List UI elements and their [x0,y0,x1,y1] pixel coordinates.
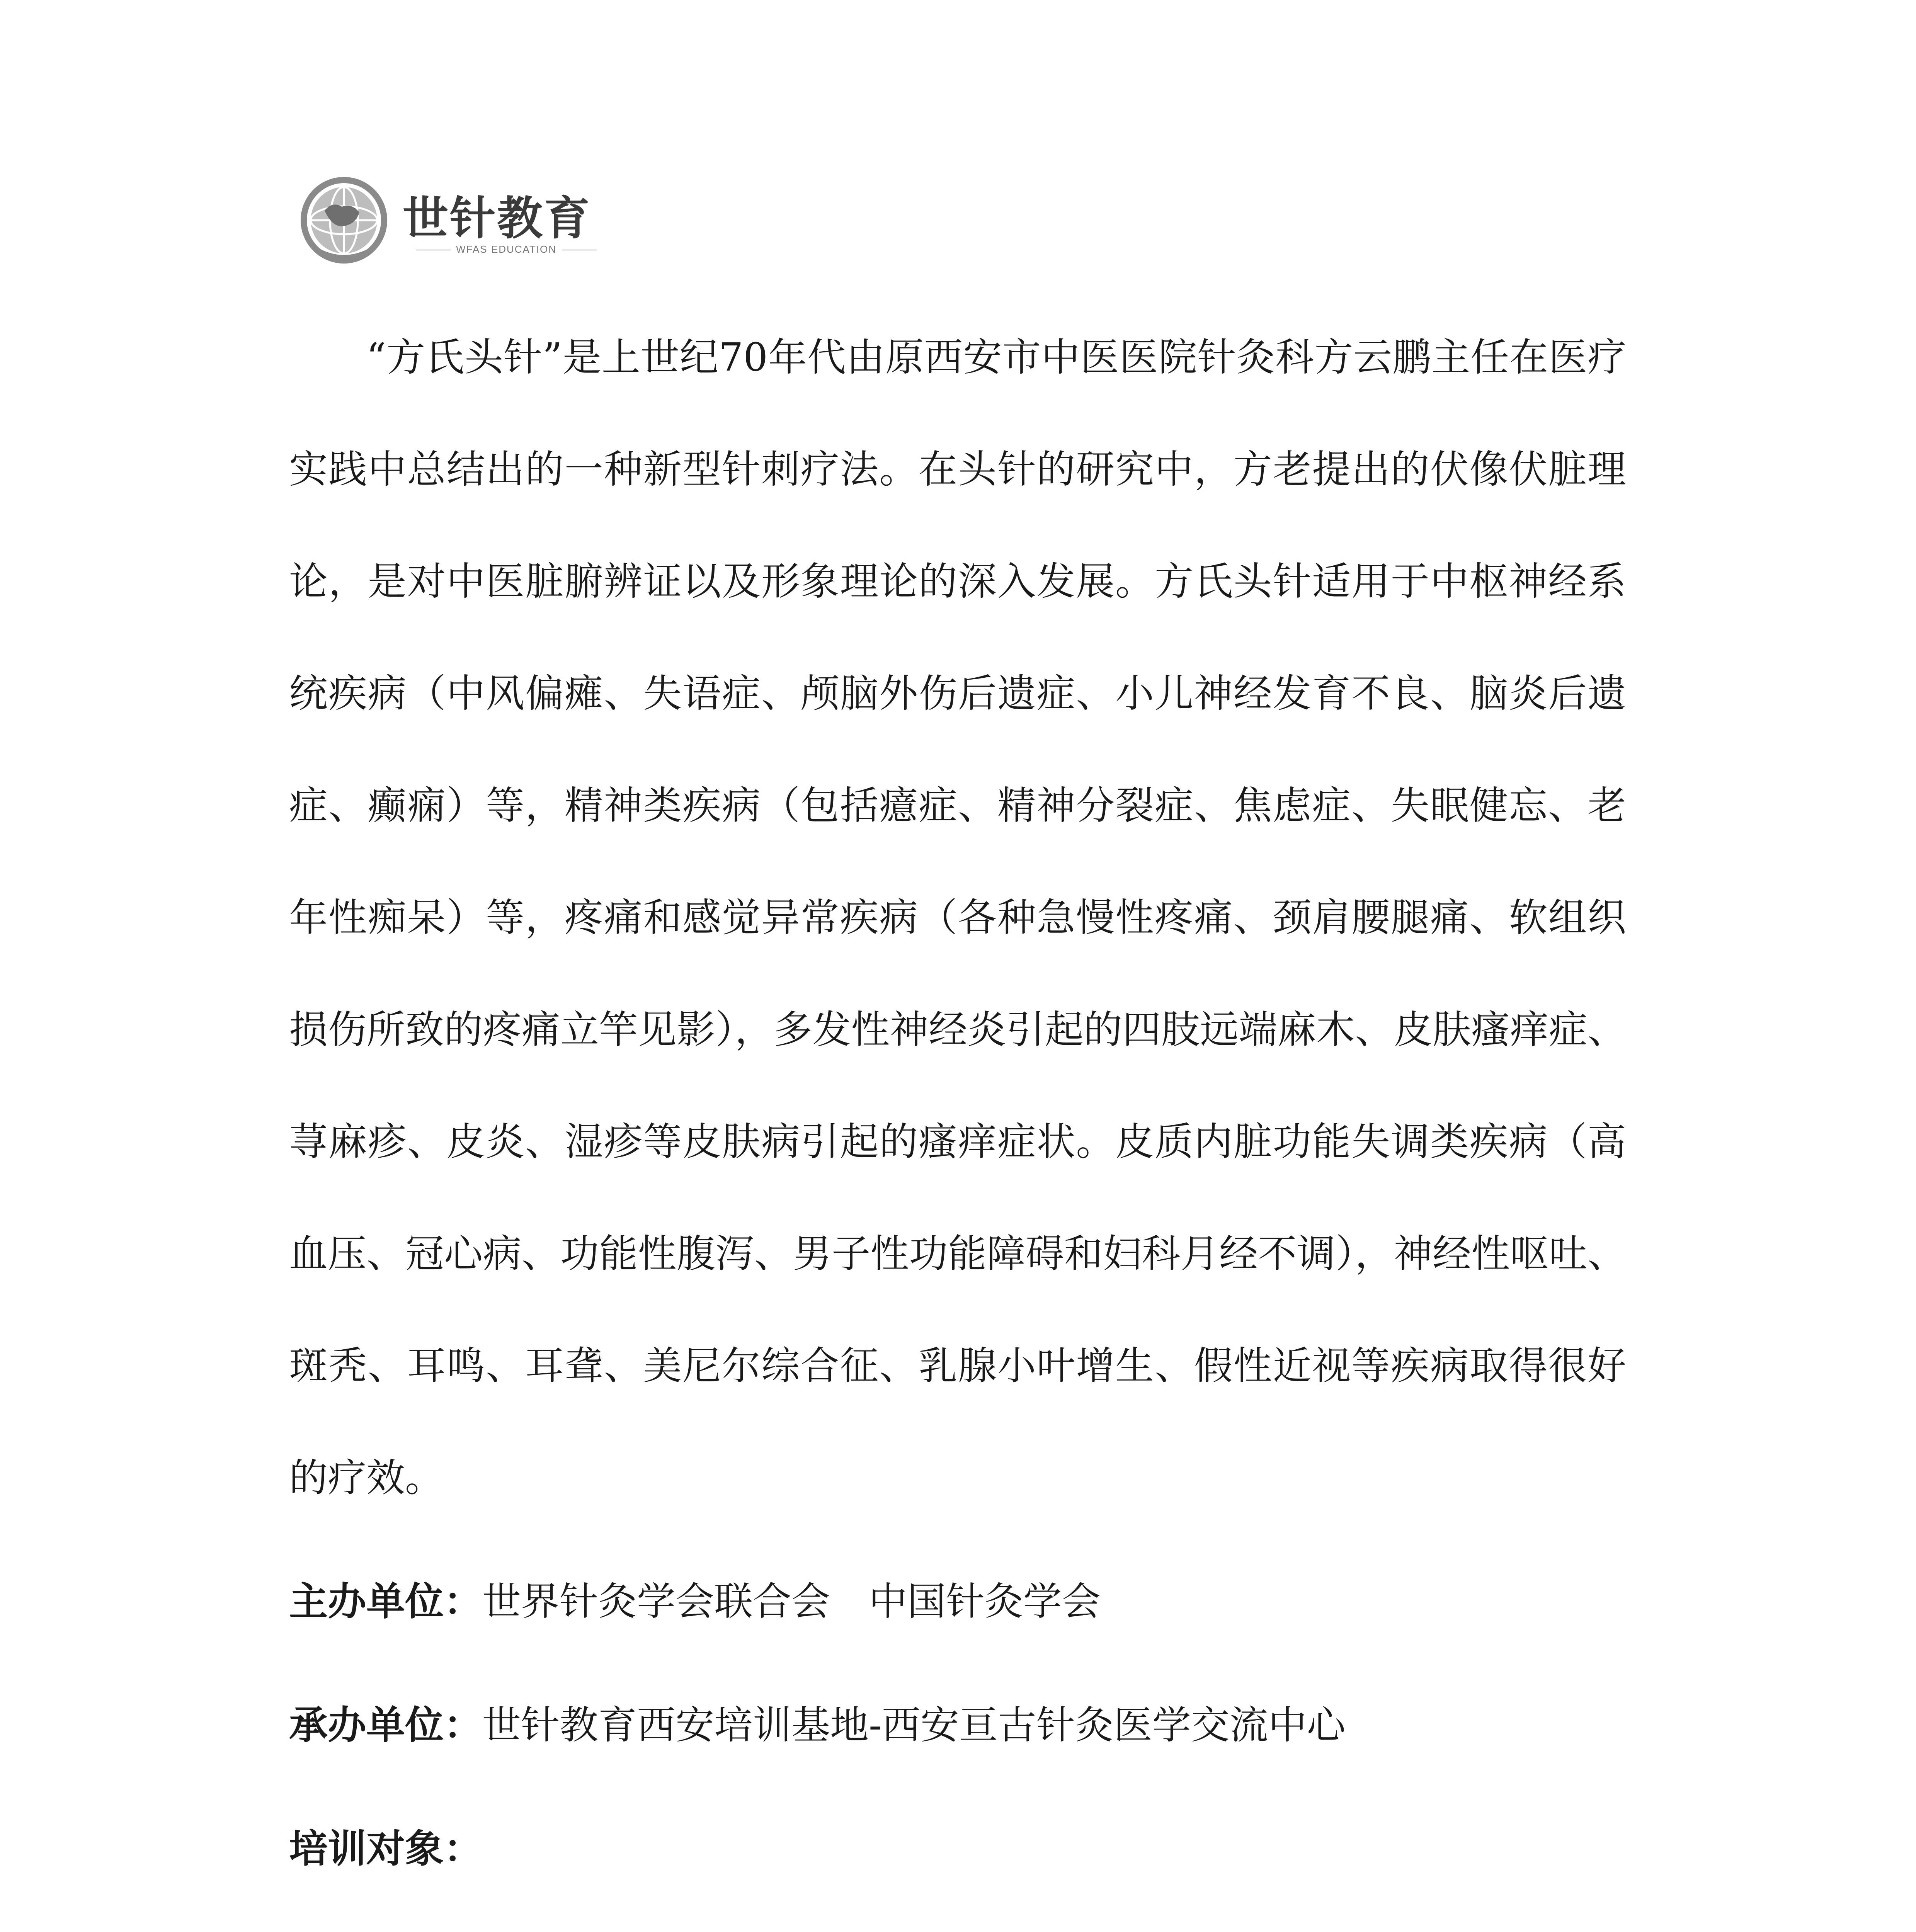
document-body [289,301,1626,1932]
logo-subtitle: WFAS EDUCATION [406,243,607,255]
co-organizer-value: 世针教育西安培训基地-西安亘古针灸医学交流中心 [482,1702,1346,1748]
organizer-value: 世界针灸学会联合会 中国针灸学会 [482,1579,1101,1624]
trainees-label: 培训对象： [289,1826,482,1871]
co-organizer-label: 承办单位： [289,1702,482,1748]
globe-emblem-icon [298,174,390,267]
wfas-education-logo [298,166,614,263]
organizer-line [289,1546,1626,1658]
trainee-item [289,1917,1626,1932]
intro-paragraph: “方氏头针”是上世纪70年代由原西安市中医医院针灸科方云鹏主任在医疗实践中总结出的一种新型针刺疗法。在头针的研究中，方老提出的伏像伏脏理论，是对中医脏腑辨证以及形象理论的深入发展。方氏头针适用于中枢神经系统疾病（中风偏瘫、失语症、颅脑外伤后遗症、小儿神经发育不良、脑炎后遗症、癫痫）等，精神类疾病（包括癔症、精神分裂症、焦虑症、失眠健忘、老年性痴呆）等，疼痛和感觉异常疾病（各种急慢性疼痛、颈肩腰腿痛、软组织损伤所致的疼痛立竿见影），多发性神经炎引起的四肢远端麻木、皮肤瘙痒症、荨麻疹、皮炎、湿疹等皮肤病引起的瘙痒症状。皮质内脏功能失调类疾病（高血压、冠心病、功能性腹泻、男子性功能障碍和妇科月经不调），神经性呕吐、斑秃、耳鸣、耳聋、美尼尔综合征、乳腺小叶增生、假性近视等疾病取得很好的疗效。 [289,335,1626,1500]
co-organizer-line [289,1669,1626,1781]
organizer-label: 主办单位： [289,1579,482,1624]
trainees-line [289,1793,1626,1905]
logo-name: 世针教育 [403,192,592,245]
